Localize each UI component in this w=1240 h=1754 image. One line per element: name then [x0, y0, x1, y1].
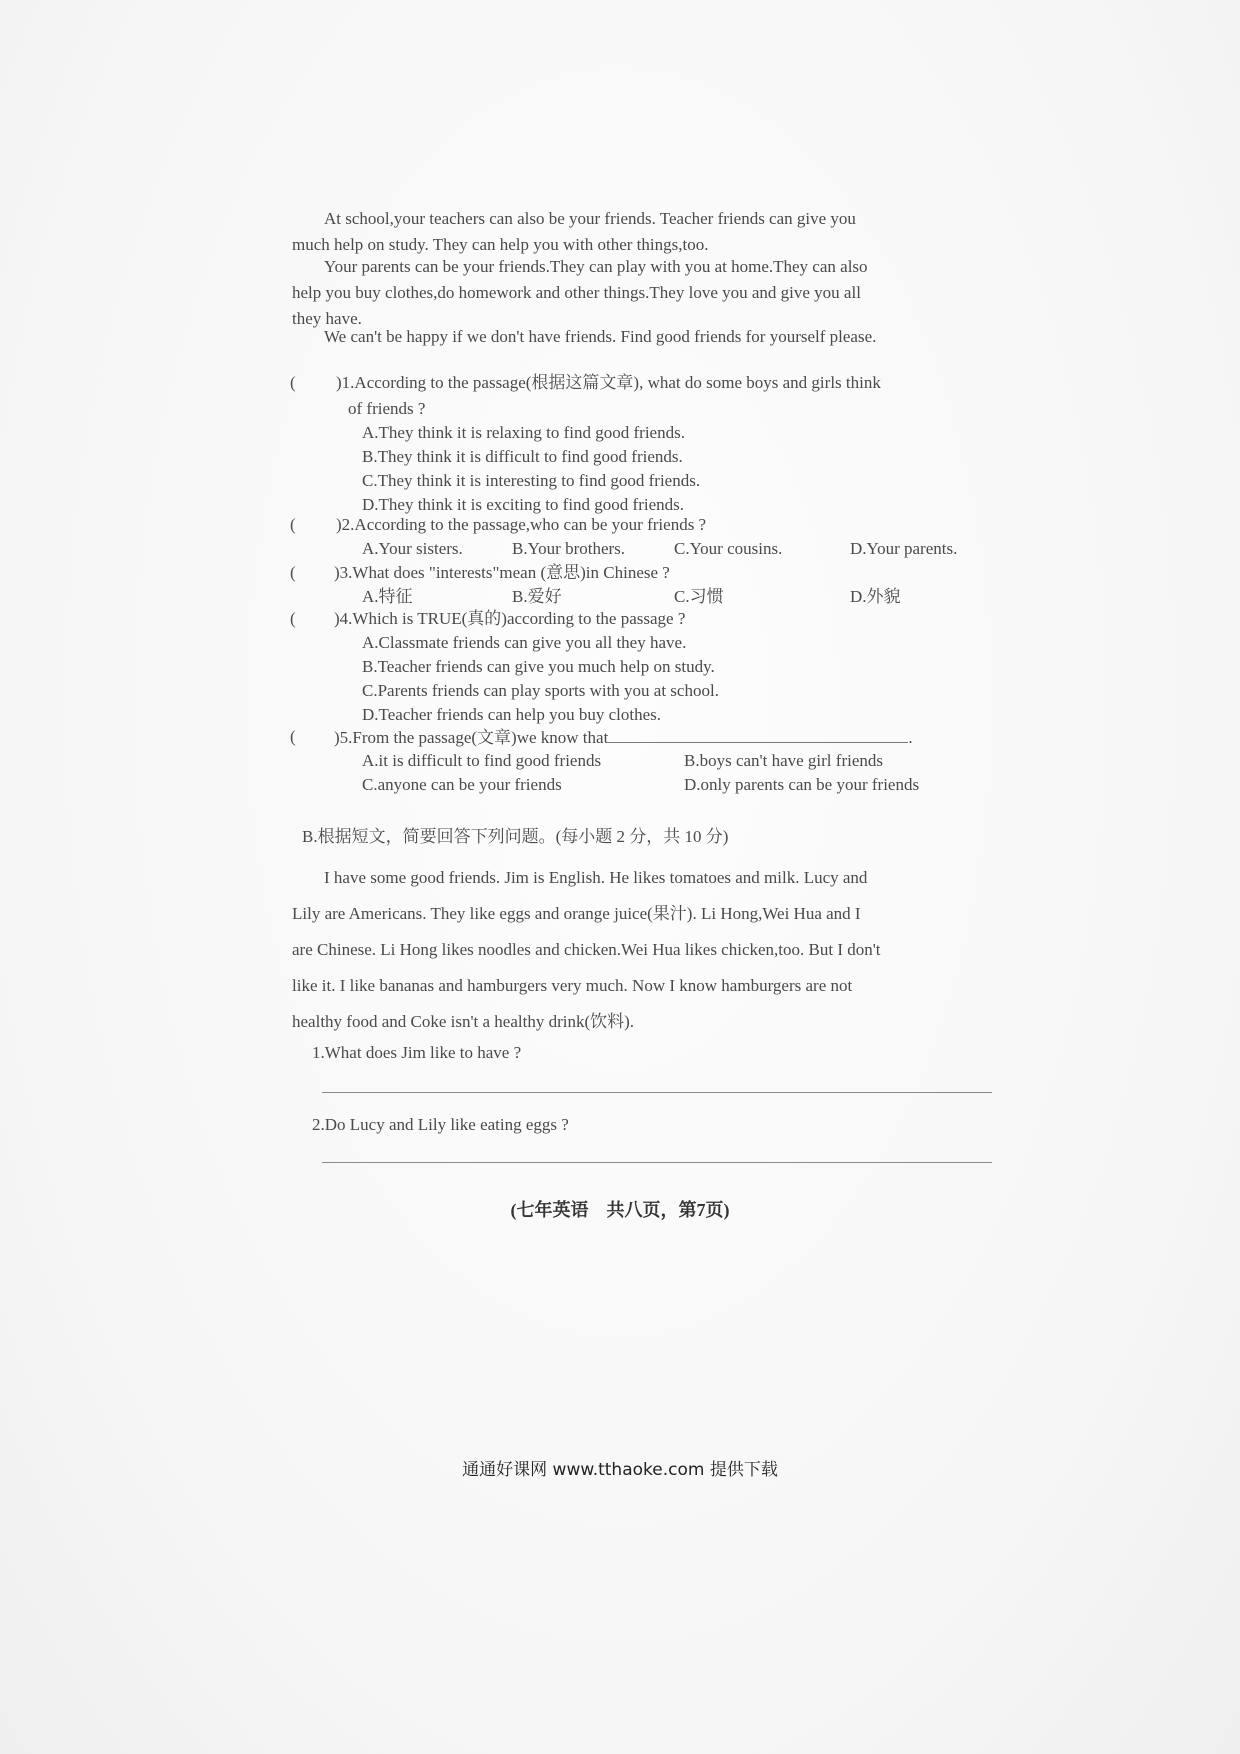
option-d: D.They think it is exciting to find good friends. [362, 495, 685, 514]
section-b-passage: I have some good friends. Jim is English. He likes tomatoes and milk. Lucy and Lily are Americans. They like eggs and orange juice(果汁). Li Hong,Wei Hua and I are Chinese. Li Hong likes noodles and chicken.Wei Hua likes chicken,too. But I don't like it. I like bananas and hamburgers very much. Now I know hamburgers are not healthy food and Coke isn't a healthy drink(饮料). [292, 868, 881, 1031]
option-c: C.anyone can be your friends [362, 775, 562, 794]
option-a: A.it is difficult to find good friends [362, 751, 602, 770]
passage-paragraph-2: Your parents can be your friends.They can play with you at home.They can also help you buy clothes,do homework and other things.They love you and give you all they have. [292, 257, 868, 328]
site-footer: 通通好课网 www.tthaoke.com 提供下载 [462, 1460, 778, 1480]
option-a: A.特征 [362, 587, 413, 606]
answer-blank [608, 724, 908, 743]
answer-line-1[interactable] [322, 1092, 992, 1093]
answer-line-2[interactable] [322, 1162, 992, 1163]
option-c: C.习惯 [674, 587, 724, 606]
passage-paragraph-3: We can't be happy if we don't have friends. Find good friends for yourself please. [324, 327, 877, 346]
option-a: A.Your sisters. [362, 539, 463, 558]
option-d: D.外貌 [850, 587, 901, 606]
section-b-question-2: 2.Do Lucy and Lily like eating eggs ? [312, 1115, 569, 1134]
option-d: D.only parents can be your friends [684, 775, 920, 794]
option-d: D.Teacher friends can help you buy clothes. [362, 705, 662, 724]
passage-paragraph-1: At school,your teachers can also be your friends. Teacher friends can give you much help on study. They can help you with other things,too. [292, 209, 856, 254]
option-b: B.boys can't have girl friends [684, 751, 883, 770]
option-d: D.Your parents. [850, 539, 958, 558]
option-a: A.They think it is relaxing to find good friends. [362, 423, 685, 442]
page-footer: (七年英语 共八页，第7页) [510, 1200, 730, 1220]
option-c: C.They think it is interesting to find good friends. [362, 471, 701, 490]
option-b: B.Your brothers. [512, 539, 626, 558]
option-b: B.Teacher friends can give you much help on study. [362, 657, 715, 676]
option-a: A.Classmate friends can give you all they have. [362, 633, 687, 652]
section-b-heading: B.根据短文，简要回答下列问题。(每小题 2 分，共 10 分) [302, 827, 729, 846]
option-c: C.Your cousins. [674, 539, 783, 558]
section-b-question-1: 1.What does Jim like to have ? [312, 1043, 522, 1062]
option-b: B.爱好 [512, 587, 562, 606]
option-b: B.They think it is difficult to find good friends. [362, 447, 683, 466]
option-c: C.Parents friends can play sports with you at school. [362, 681, 719, 700]
